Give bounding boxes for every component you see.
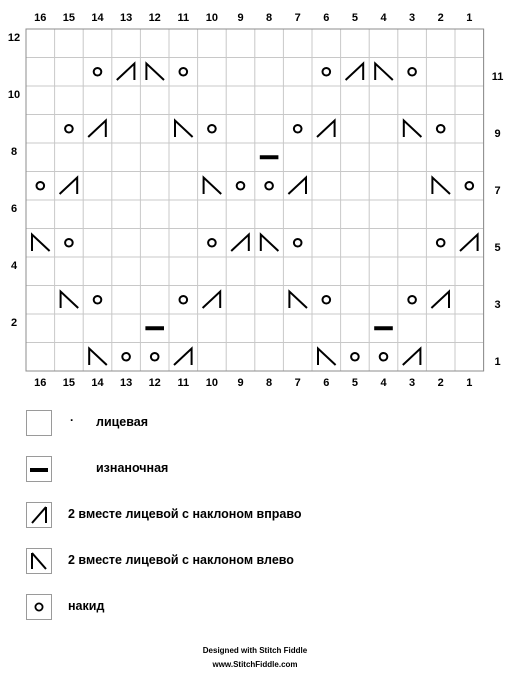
yarn-over-symbol <box>323 296 331 304</box>
column-label-top: 16 <box>34 12 47 24</box>
column-label-bottom: 11 <box>177 377 190 389</box>
yarn-over-symbol <box>265 182 273 190</box>
yarn-over-symbol <box>294 239 302 247</box>
k2tog-left-symbol <box>61 292 79 309</box>
column-label-top: 9 <box>237 12 244 24</box>
legend-swatch-yarn-over <box>26 594 52 620</box>
legend <box>26 410 486 640</box>
legend-item-purl <box>26 456 486 502</box>
k2tog-left-symbol <box>204 178 222 195</box>
k2tog-right-symbol <box>174 349 192 366</box>
k2tog-left-symbol <box>89 349 107 366</box>
yarn-over-symbol <box>466 182 474 190</box>
purl-icon <box>27 457 51 481</box>
yarn-over-icon <box>27 595 51 619</box>
yarn-over-symbol <box>380 353 388 361</box>
column-label-bottom: 16 <box>34 377 47 389</box>
k2tog-left-symbol <box>404 121 422 138</box>
column-label-bottom: 5 <box>351 377 358 389</box>
column-label-bottom: 4 <box>380 377 387 389</box>
k2tog-left-symbol <box>375 64 393 81</box>
row-label-right: 11 <box>491 70 504 83</box>
purl-symbol <box>145 326 164 330</box>
k2tog-left-symbol <box>289 292 307 309</box>
legend-swatch-k2tog-right <box>26 502 52 528</box>
legend-swatch-knit <box>26 410 52 436</box>
yarn-over-symbol <box>208 125 216 133</box>
k2tog-left-symbol <box>32 235 50 252</box>
yarn-over-symbol <box>437 239 445 247</box>
column-label-bottom: 12 <box>148 377 161 389</box>
purl-symbol <box>260 155 279 159</box>
column-label-top: 11 <box>177 12 190 24</box>
legend-item-k2tog-right <box>26 502 486 548</box>
column-label-top: 4 <box>380 12 387 24</box>
yarn-over-symbol <box>294 125 302 133</box>
k2tog-left-symbol <box>175 121 193 138</box>
k2tog-right-symbol <box>117 64 135 81</box>
column-label-top: 10 <box>205 12 219 24</box>
legend-item-knit <box>26 410 486 456</box>
column-label-bottom: 3 <box>409 377 416 389</box>
column-label-bottom: 2 <box>437 377 444 389</box>
k2tog-right-symbol <box>203 292 221 309</box>
k2tog-right-symbol <box>288 178 306 195</box>
column-label-top: 8 <box>266 12 273 24</box>
yarn-over-symbol <box>323 68 331 76</box>
purl-symbol <box>374 326 393 330</box>
left-slant-icon <box>27 549 51 573</box>
k2tog-right-symbol <box>317 121 335 138</box>
column-label-top: 15 <box>62 12 76 24</box>
yarn-over-symbol <box>237 182 245 190</box>
row-label-right: 9 <box>494 127 501 140</box>
k2tog-right-symbol <box>346 64 364 81</box>
yarn-over-symbol <box>408 68 416 76</box>
yarn-over-symbol <box>122 353 130 361</box>
row-label-right: 1 <box>494 355 501 368</box>
yarn-over-symbol <box>408 296 416 304</box>
k2tog-right-symbol <box>460 235 478 252</box>
row-label-left: 2 <box>10 317 18 329</box>
legend-label-k2tog-left: 2 вместе лицевой с наклоном влево <box>68 553 294 567</box>
legend-item-yarn-over <box>26 594 486 640</box>
row-label-left: 12 <box>7 32 21 44</box>
yarn-over-symbol <box>208 239 216 247</box>
column-label-bottom: 1 <box>466 377 473 389</box>
legend-dot: . <box>70 410 74 424</box>
k2tog-left-symbol <box>146 64 164 81</box>
yarn-over-symbol <box>65 125 73 133</box>
yarn-over-symbol <box>180 296 188 304</box>
column-label-bottom: 7 <box>294 377 301 389</box>
yarn-over-symbol <box>94 296 102 304</box>
column-label-bottom: 14 <box>91 377 104 389</box>
row-label-left: 10 <box>7 89 21 101</box>
yarn-over-symbol <box>151 353 159 361</box>
row-label-right: 3 <box>494 298 501 311</box>
column-label-top: 13 <box>119 12 133 24</box>
yarn-over-symbol <box>180 68 188 76</box>
column-label-bottom: 15 <box>62 377 76 389</box>
legend-item-k2tog-left <box>26 548 486 594</box>
column-label-top: 2 <box>437 12 444 24</box>
legend-swatch-k2tog-left <box>26 548 52 574</box>
footer-credit: Designed with Stitch Fiddle <box>202 646 308 655</box>
row-label-left: 4 <box>10 260 18 272</box>
k2tog-left-symbol <box>318 349 336 366</box>
column-label-bottom: 8 <box>266 377 273 389</box>
k2tog-right-symbol <box>431 292 449 309</box>
k2tog-right-symbol <box>88 121 106 138</box>
yarn-over-symbol <box>437 125 445 133</box>
column-label-bottom: 13 <box>119 377 133 389</box>
column-label-top: 1 <box>466 12 473 24</box>
column-label-bottom: 9 <box>237 377 244 389</box>
k2tog-right-symbol <box>403 349 421 366</box>
right-slant-icon <box>27 503 51 527</box>
footer-url: www.StitchFiddle.com <box>212 660 298 669</box>
column-label-top: 6 <box>323 12 330 24</box>
column-label-top: 3 <box>409 12 416 24</box>
legend-label-purl: изнаночная <box>96 461 169 475</box>
column-label-top: 12 <box>148 12 161 24</box>
k2tog-right-symbol <box>60 178 78 195</box>
k2tog-left-symbol <box>261 235 279 252</box>
legend-label-k2tog-right: 2 вместе лицевой с наклоном вправо <box>68 507 302 521</box>
yarn-over-symbol <box>351 353 359 361</box>
k2tog-left-symbol <box>432 178 450 195</box>
row-label-right: 5 <box>494 241 501 254</box>
column-label-bottom: 6 <box>323 377 330 389</box>
legend-label-knit: лицевая <box>96 415 149 429</box>
yarn-over-symbol <box>65 239 73 247</box>
k2tog-right-symbol <box>231 235 249 252</box>
legend-label-yarn-over: накид <box>68 599 105 613</box>
row-label-left: 8 <box>10 146 18 158</box>
yarn-over-symbol <box>94 68 102 76</box>
row-label-left: 6 <box>10 203 18 215</box>
legend-swatch-purl <box>26 456 52 482</box>
yarn-over-symbol <box>37 182 45 190</box>
column-label-top: 5 <box>351 12 358 24</box>
column-label-top: 7 <box>294 12 301 24</box>
column-label-bottom: 10 <box>205 377 219 389</box>
row-label-right: 7 <box>494 184 501 197</box>
column-label-top: 14 <box>91 12 104 24</box>
